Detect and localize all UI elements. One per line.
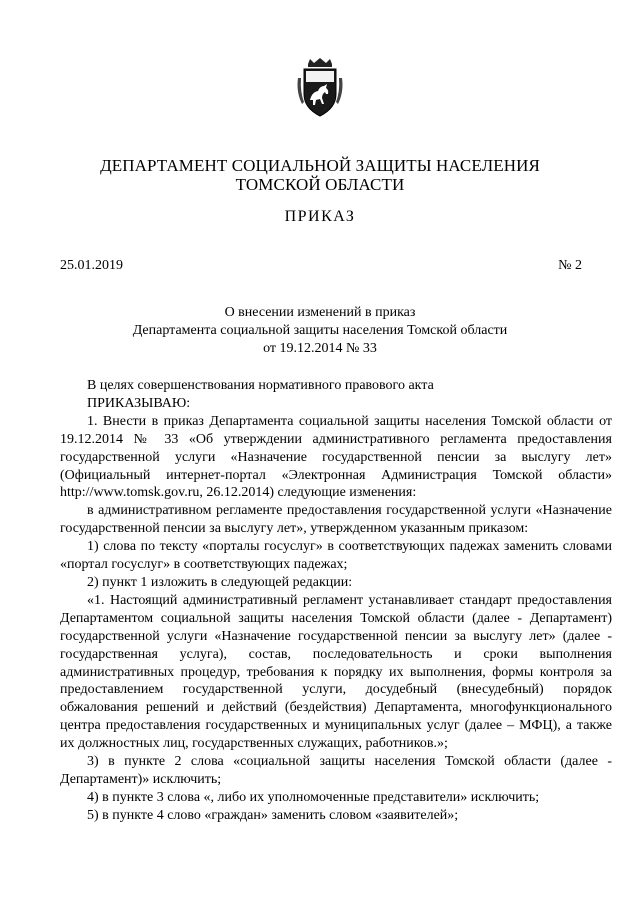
paragraph-5: «1. Настоящий административный регламент устанавливает стандарт предоставления Департаментом социальной защиты населения Томской области (далее - Департамент) государственной услуги «Назначение государственной пенсии за выслугу лет» (далее - государственная услуга), состав, последовательность и сроки выполнения административных процедур, требования к порядку их выполнения, формы контроля за предоставлением государственной услуги, досудебный (внесудебный) порядок обжалования решений и действий (бездействия) Департамента, многофункционального центра предоставления государственных и муниципальных услуг (далее – МФЦ), а также их должностных лиц, государственных служащих, работников.»; bbox=[60, 592, 612, 752]
subject-line1: О внесении изменений в приказ bbox=[224, 305, 416, 320]
paragraph-7: 4) в пункте 3 слова «, либо их уполномоченные представители» исключить; bbox=[87, 789, 540, 805]
document-body bbox=[60, 377, 612, 825]
document-type: ПРИКАЗ bbox=[284, 208, 356, 225]
document-number: № 2 bbox=[558, 258, 582, 273]
subject-line2: Департамента социальной защиты населения Томской области bbox=[132, 323, 508, 338]
order-word: ПРИКАЗЫВАЮ: bbox=[87, 395, 191, 411]
date-number-line bbox=[60, 258, 582, 278]
document-date: 25.01.2019 bbox=[60, 258, 123, 273]
department-name-line1: ДЕПАРТАМЕНТ СОЦИАЛЬНОЙ ЗАЩИТЫ НАСЕЛЕНИЯ bbox=[100, 156, 540, 175]
paragraph-4: 2) пункт 1 изложить в следующей редакции: bbox=[87, 574, 353, 590]
paragraph-2: в административном регламенте предоставления государственной услуги «Назначение государственной пенсии за выслугу лет», утвержденном указанным приказом: bbox=[60, 503, 612, 537]
paragraph-6: 3) в пункте 2 слова «социальной защиты населения Томской области (далее - Департамент)» исключить; bbox=[60, 754, 612, 787]
intro-paragraph: В целях совершенствования нормативного правового акта bbox=[87, 378, 434, 393]
tomsk-coat-of-arms-icon bbox=[296, 58, 344, 118]
paragraph-8: 5) в пункте 4 слово «граждан» заменить словом «заявителей»; bbox=[87, 807, 459, 823]
paragraph-1: 1. Внести в приказ Департамента социальной защиты населения Томской области от 19.12.2014 № 33 «Об утверждении административного регламента предоставления государственной услуги «Назначение государственной пенсии за выслугу лет» (Официальный интернет-портал «Электронная Администрация Томской области» http://www.tomsk.gov.ru, 26.12.2014) следующие изменения: bbox=[60, 413, 612, 501]
subject-line3: от 19.12.2014 № 33 bbox=[263, 341, 377, 356]
paragraph-3: 1) слова по тексту «порталы госуслуг» в соответствующих падежах заменить словами «портал госуслуг» в соответствующих падежах; bbox=[60, 539, 612, 573]
department-name-line2: ТОМСКОЙ ОБЛАСТИ bbox=[235, 175, 405, 194]
